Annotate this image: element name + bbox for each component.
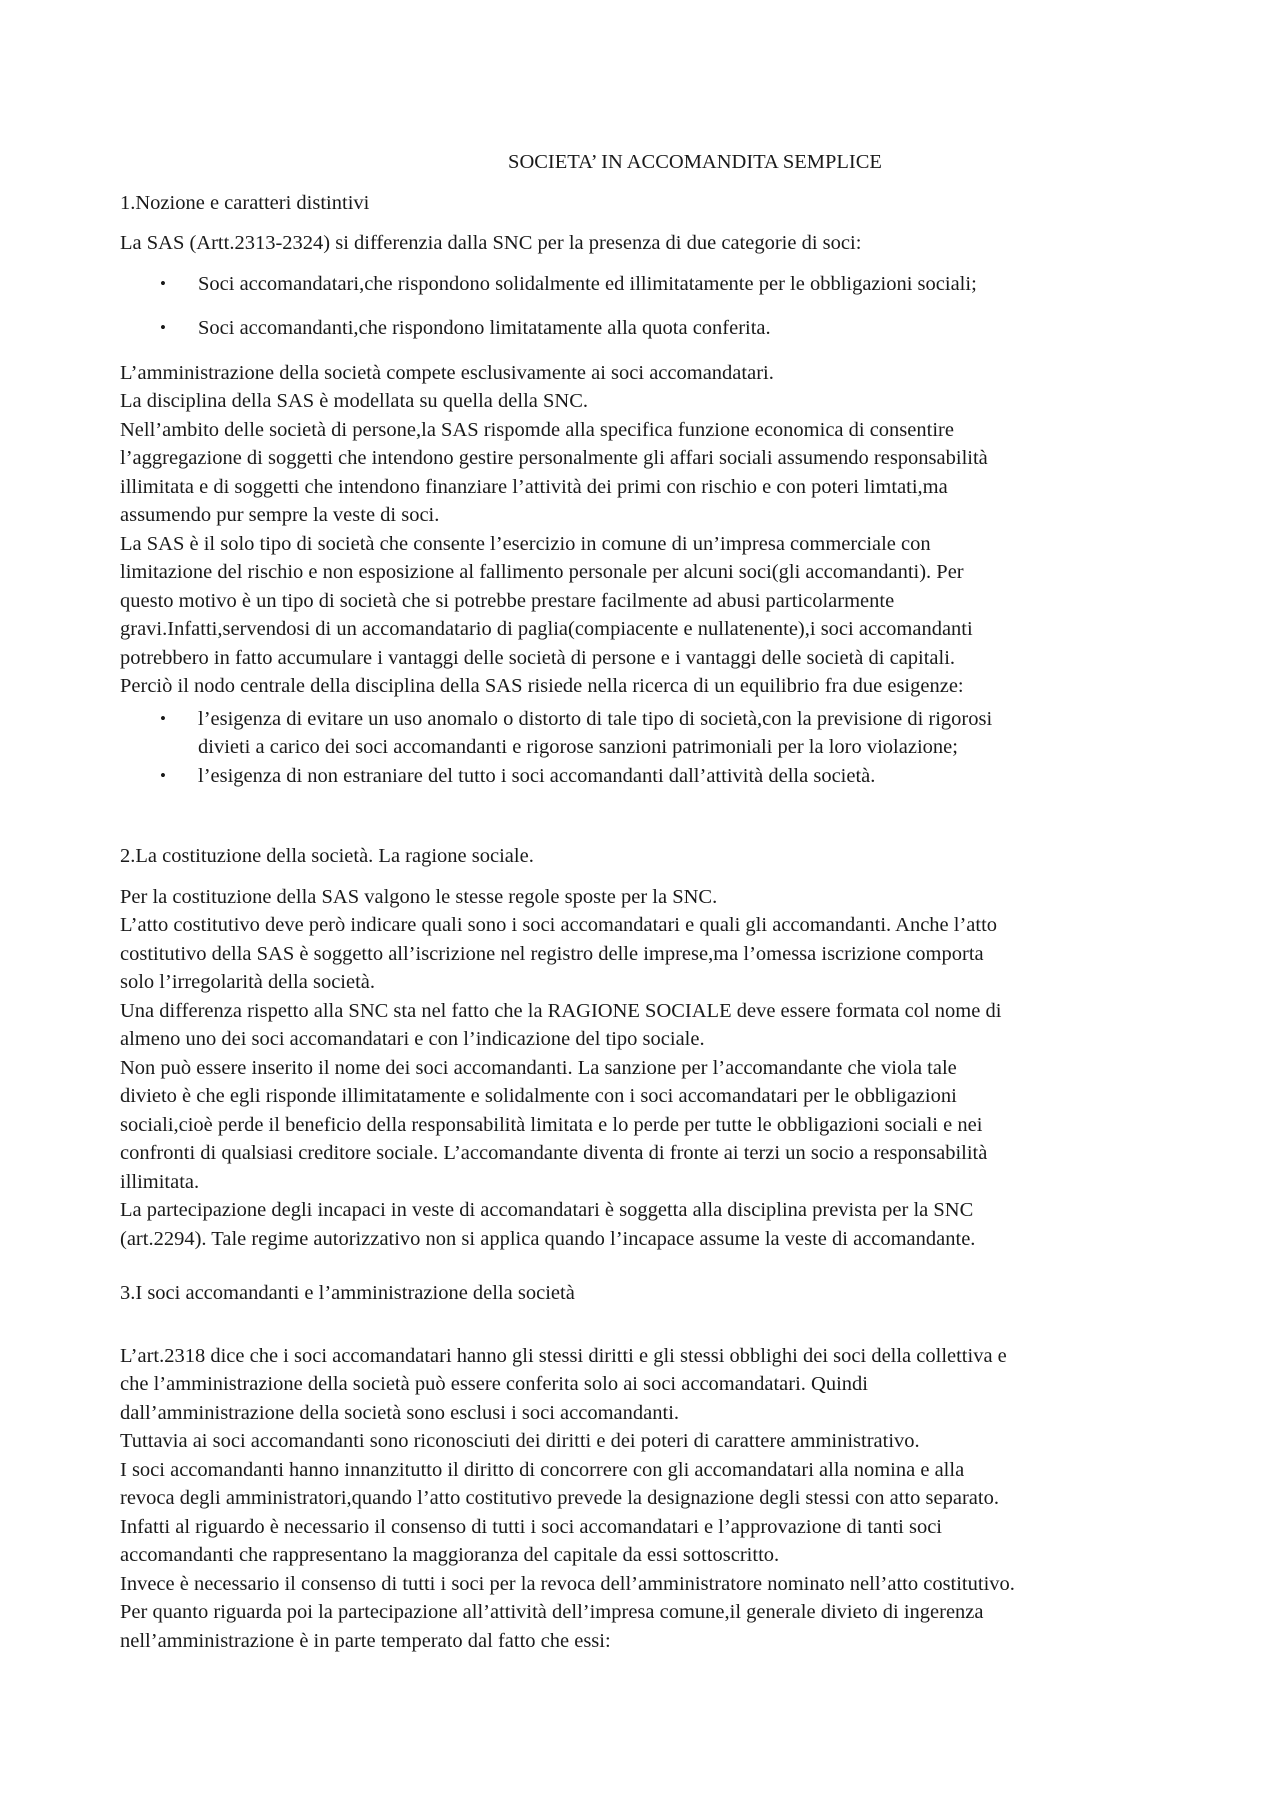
list-item-text: divieti a carico dei soci accomandanti e rigorose sanzioni patrimoniali per la loro violazione; [198, 736, 958, 758]
text-line: Per la costituzione della SAS valgono le stesse regole sposte per la SNC. [120, 885, 718, 908]
text-line: L’art.2318 dice che i soci accomandatari hanno gli stessi diritti e gli stessi obblighi dei soci della collettiva e [120, 1344, 1007, 1367]
text-line: (art.2294). Tale regime autorizzativo non si applica quando l’incapace assume la veste di accomandante. [120, 1227, 976, 1250]
text-line: Infatti al riguardo è necessario il consenso di tutti i soci accomandatari e l’approvazione di tanti soci [120, 1515, 942, 1538]
text-line: costitutivo della SAS è soggetto all’iscrizione nel registro delle imprese,ma l’omessa iscrizione comporta [120, 942, 984, 965]
text-line: Tuttavia ai soci accomandanti sono riconosciuti dei diritti e dei poteri di carattere amministrativo. [120, 1430, 920, 1452]
text-line: sociali,cioè perde il beneficio della responsabilità limitata e lo perde per tutte le obbligazioni sociali e nei [120, 1113, 983, 1136]
text-line: Perciò il nodo centrale della disciplina della SAS risiede nella ricerca di un equilibrio fra due esigenze: [120, 675, 964, 697]
list-item-text: Soci accomandatari,che rispondono solidalmente ed illimitatamente per le obbligazioni sociali; [198, 272, 977, 295]
list-item [120, 762, 1160, 791]
document-title: SOCIETA’ IN ACCOMANDITA SEMPLICE [508, 151, 882, 173]
section-1-body [120, 359, 1160, 701]
list-item [120, 270, 1160, 299]
text-line: illimitata e di soggetti che intendono finanziare l’attività dei primi con rischio e con poteri limtati,ma [120, 475, 948, 498]
text-line: illimitata. [120, 1170, 200, 1193]
text-line: accomandanti che rappresentano la maggioranza del capitale da essi sottoscritto. [120, 1544, 780, 1566]
text-line: La partecipazione degli incapaci in veste di accomandatari è soggetta alla disciplina prevista per la SNC [120, 1199, 974, 1221]
section-2-heading: 2.La costituzione della società. La ragione sociale. [120, 845, 534, 867]
text-line: La SAS è il solo tipo di società che consente l’esercizio in comune di un’impresa commerciale con [120, 532, 931, 555]
text-line: Nell’ambito delle società di persone,la SAS rispomde alla specifica funzione economica di consentire [120, 418, 954, 441]
text-line: potrebbero in fatto accumulare i vantaggi delle società di persone e i vantaggi delle società di capitali. [120, 646, 956, 669]
text-line: Per quanto riguarda poi la partecipazione all’attività dell’impresa comune,il generale divieto di ingerenza [120, 1601, 984, 1623]
text-line: revoca degli amministratori,quando l’atto costitutivo prevede la designazione degli stessi con atto separato. [120, 1487, 999, 1509]
section-1-requirements-list [120, 705, 1160, 791]
section-2-body [120, 883, 1160, 1254]
bullet-icon: • [160, 318, 166, 337]
text-line: Una differenza rispetto alla SNC sta nel fatto che la RAGIONE SOCIALE deve essere formata col nome di [120, 999, 1002, 1022]
text-line: gravi.Infatti,servendosi di un accomandatario di paglia(compiacente e nullatenente),i soci accomandanti [120, 618, 973, 640]
bullet-icon: • [160, 273, 166, 293]
list-item-text: l’esigenza di non estraniare del tutto i soci accomandanti dall’attività della società. [198, 764, 876, 787]
section-1-heading: 1.Nozione e caratteri distintivi [120, 191, 370, 214]
section-1-bullet-list [120, 270, 1160, 343]
text-line: dall’amministrazione della società sono esclusi i soci accomandanti. [120, 1401, 680, 1424]
text-line: I soci accomandanti hanno innanzitutto il diritto di concorrere con gli accomandatari alla nomina e alla [120, 1458, 965, 1481]
text-line: L’amministrazione della società compete esclusivamente ai soci accomandatari. [120, 361, 774, 384]
list-item-text: Soci accomandanti,che rispondono limitatamente alla quota conferita. [198, 317, 771, 339]
text-line: nell’amministrazione è in parte temperato dal fatto che essi: [120, 1629, 611, 1652]
text-line: questo motivo è un tipo di società che si potrebbe prestare facilmente ad abusi particolarmente [120, 589, 895, 612]
list-item [120, 314, 1160, 343]
text-line: L’atto costitutivo deve però indicare quali sono i soci accomandatari e quali gli accomandanti. Anche l’atto [120, 914, 998, 936]
text-line: limitazione del rischio e non esposizione al fallimento personale per alcuni soci(gli accomandanti). Per [120, 561, 964, 583]
text-line: Non può essere inserito il nome dei soci accomandanti. La sanzione per l’accomandante che viola tale [120, 1056, 957, 1079]
section-3-body [120, 1342, 1160, 1656]
text-line: confronti di qualsiasi creditore sociale. L’accomandante diventa di fronte ai terzi un socio a responsabilità [120, 1142, 988, 1164]
section-1-intro: La SAS (Artt.2313-2324) si differenzia dalla SNC per la presenza di due categorie di soci: [120, 232, 862, 254]
text-line: divieto è che egli risponde illimitatamente e solidalmente con i soci accomandatari per le obbligazioni [120, 1085, 957, 1107]
text-line: che l’amministrazione della società può essere conferita solo ai soci accomandatari. Quindi [120, 1373, 868, 1395]
section-3-heading: 3.I soci accomandanti e l’amministrazione della società [120, 1282, 575, 1304]
text-line: l’aggregazione di soggetti che intendono gestire personalmente gli affari sociali assumendo responsabilità [120, 447, 988, 469]
list-item [120, 705, 1160, 762]
text-line: La disciplina della SAS è modellata su quella della SNC. [120, 390, 588, 412]
bullet-icon: • [160, 708, 166, 728]
list-item-text: l’esigenza di evitare un uso anomalo o distorto di tale tipo di società,con la previsione di rigorosi [198, 707, 993, 730]
text-line: almeno uno dei soci accomandatari e con l’indicazione del tipo sociale. [120, 1028, 705, 1050]
bullet-icon: • [160, 765, 166, 785]
text-line: Invece è necessario il consenso di tutti i soci per la revoca dell’amministratore nominato nell’atto costitutivo. [120, 1572, 1015, 1595]
text-line: solo l’irregolarità della società. [120, 971, 376, 993]
text-line: assumendo pur sempre la veste di soci. [120, 504, 440, 526]
